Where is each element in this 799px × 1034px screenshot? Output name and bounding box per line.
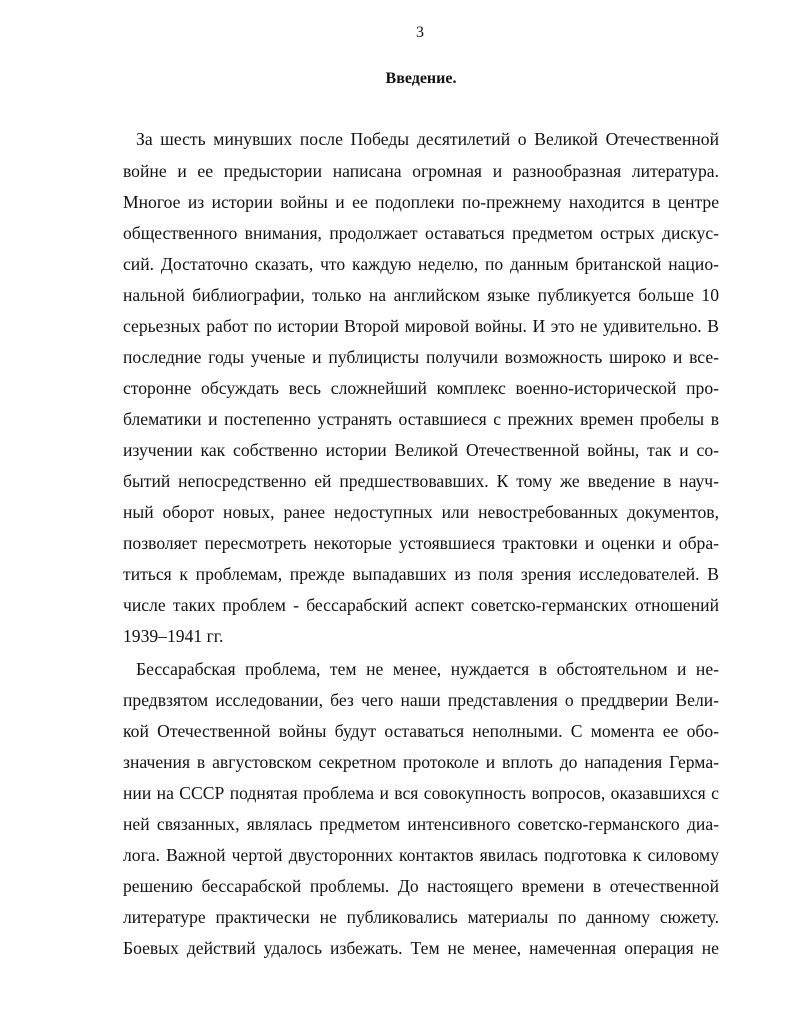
text-line: лога. Важной чертой двусторонних контактов явилась подготовка к силовому (123, 845, 719, 865)
text-line: войне и ее предыстории написана огромная и разнообразная литература. (123, 161, 719, 181)
text-line: решению бессарабской проблемы. До настоящего времени в отечественной (123, 876, 719, 896)
text-line: числе таких проблем - бессарабский аспект советско-германских отношений (123, 595, 719, 615)
text-line: титься к проблемам, прежде выпадавших из поля зрения исследователей. В (123, 564, 719, 584)
text-line: литературе практически не публиковались материалы по данному сюжету. (123, 907, 719, 927)
text-line: Боевых действий удалось избежать. Тем не менее, намеченная операция не (123, 938, 719, 958)
text-line: ный оборот новых, ранее недоступных или невостребованных документов, (123, 502, 719, 522)
text-line: нальной библиографии, только на английском языке публикуется больше 10 (123, 285, 719, 305)
text-line: ней связанных, являлась предметом интенсивного советско-германского диа- (123, 814, 719, 834)
text-line: 1939–1941 гг. (123, 626, 224, 646)
text-line: последние годы ученые и публицисты получили возможность широко и все- (123, 347, 719, 367)
text-line: сий. Достаточно сказать, что каждую неделю, по данным британской нацио- (123, 254, 719, 274)
text-line: бытий непосредственно ей предшествовавших. К тому же введение в науч- (123, 471, 719, 491)
page-title: Введение. (385, 70, 457, 87)
text-line: изучении как собственно истории Великой Отечественной войны, так и со- (123, 440, 719, 460)
text-line: позволяет пересмотреть некоторые устоявшиеся трактовки и оценки и обра- (123, 533, 719, 553)
text-line: общественного внимания, продолжает оставаться предметом острых дискус- (123, 223, 719, 243)
text-line: значения в августовском секретном протоколе и вплоть до нападения Герма- (123, 752, 719, 772)
page-number: 3 (416, 24, 424, 41)
text-line: сторонне обсуждать весь сложнейший комплекс военно-исторической про- (123, 378, 719, 398)
text-line: нии на СССР поднятая проблема и вся совокупность вопросов, оказавшихся с (123, 783, 719, 803)
text-line: Бессарабская проблема, тем не менее, нуждается в обстоятельном и не- (136, 659, 719, 679)
text-line: Многое из истории войны и ее подоплеки по-прежнему находится в центре (123, 192, 719, 212)
text-line: предвзятом исследовании, без чего наши представления о преддверии Вели- (123, 690, 719, 710)
text-line: За шесть минувших после Победы десятилетий о Великой Отечественной (136, 129, 719, 149)
text-line: серьезных работ по истории Второй мировой войны. И это не удивительно. В (123, 316, 719, 336)
text-line: блематики и постепенно устранять оставшиеся с прежних времен пробелы в (123, 409, 719, 429)
text-line: кой Отечественной войны будут оставаться неполными. С момента ее обо- (123, 721, 719, 741)
